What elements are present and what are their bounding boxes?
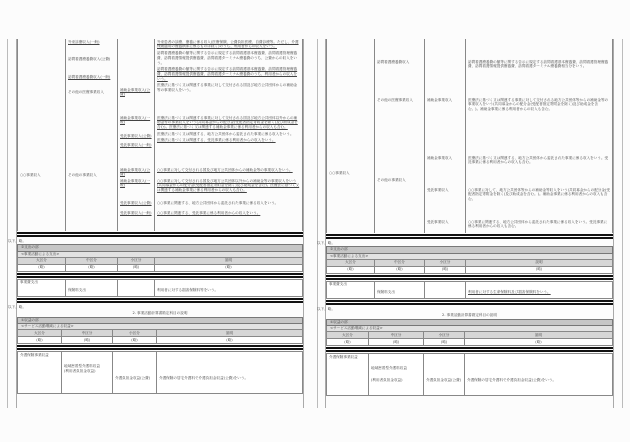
col-header-desc: 説明 [466,259,613,266]
omitted-note: 以下、略。 [8,239,26,243]
col-header-mid: 中区分 [375,259,425,266]
col-header-desc: 説明 [157,330,303,337]
table-row [18,161,303,231]
omitted-cell: (略) [113,337,157,344]
table-end-double-rule [17,232,303,237]
mid-category: その他の事業収入 [66,161,118,231]
description: 利用者に対する生命保険料及び損害保険料をいう。 [466,281,613,298]
col-header-big: 大区分 [18,257,66,264]
omitted-cell: (略) [424,339,465,346]
table-row [18,115,303,161]
big-category: ○○事業収入 [18,161,66,231]
mid-category: 保険料支出 [375,281,425,298]
description: ○○事業に関連する、地方公共団体から委託された事業に係る収入をいう。 [157,200,279,205]
col-header-small: 小区分 [424,332,465,339]
big-category: 介護保険事業収益 [327,354,369,396]
description: 医療法に基づく又は関連する、受託事業に係る利用者からの収入をいう。 [157,138,276,143]
double-rule [326,300,613,305]
small-category: 訪問看護療養費収入 [377,59,410,64]
mid-category-sub: (利用者負担金収益) [371,378,403,382]
omitted-cell: (略) [327,266,375,273]
double-rule [17,345,303,350]
description: 医療法に基づく又は関連する事業に対して交付される国及び地方公共団体以外からの補助金等の事業収入をいう(共同募金からの配分金(受配者指定寄附金を除く)及び助成金を含む)。医療法に基づく又は関連する補助金事業に係る利用者からの収入も含む。 [157,115,298,130]
section-heading: ①収益の部 [18,317,303,324]
description: 外来患者の診療、療養に係る収入(医療保険、公費負担医療、自費診療等。ただし、介護保険適用の療養病床に係るものは除く)のうち、利用者からの収入をいう。 [157,39,299,49]
description: 医療法に基づく又は関連する事業に対して交付される地方公共団体等からの補助金等の事業収入をいう(共同募金からの配分金(受配者指定寄附金を除く)及び助成金を含む。)。補助金事業に係る利用者からの収入も含む。 [468,97,609,112]
revenue-table [326,319,613,347]
small-category: 受託事業収入(一般) [120,142,152,147]
mid-category-sub: (利用者負担金収益) [64,368,96,373]
big-category: ○○事業収入 [327,139,375,233]
description: 訪問看護療養費の額等に関する告示に規定する訪問看護基本療養費、訪問看護管理療養費、訪問看護情報提供療養費、訪問看護ターミナル療養費のうち、利用者からの収入をいう。 [157,67,298,81]
subsection-heading: <サービス活動増減による収益> [18,324,303,330]
omitted-cell: (略) [62,337,113,344]
section-heading: ①収益の部 [327,319,613,326]
table-end-double-rule [326,234,613,239]
revenue-body [326,353,613,396]
col-header-big: 大区分 [18,330,62,337]
description: ○○事業に対して交付される国及び地方公共団体からの補助金等の事業収入をいう。 [157,167,293,172]
omitted-cell: (略) [369,339,424,346]
description: 医療法に基づく又は関連する、地方公共団体から委託された事業に係る収入をいう。 [157,131,294,136]
small-category: 補助金事業収入 [427,97,453,102]
description: ○○事業に対して交付される国及び地方公共団体以外からの補助金等の事業収入をいう(共同募金からの配分金(受配者指定寄附金を除く)及び助成金を含む)。医療法に基づく又は関連する補助金事業に係る利用者からの収入も含む。 [157,178,300,193]
small-category: 受託事業収入(一般) [120,210,152,215]
col-header-small: 小区分 [425,259,466,266]
small-category: 補助金事業収入(一般) [120,178,151,188]
col-header-desc: 説明 [155,257,303,264]
omitted-cell: (略) [118,264,155,271]
big-category: 介護保険事業収益 [18,352,62,394]
small-category: 外来診療収入(一般) [68,39,100,44]
description: ○○事業に関連する、受託事業に係る利用者からの収入をいう。 [157,210,261,215]
subsection-heading: <事業活動による支出> [18,251,303,257]
income-table-continued [8,39,303,394]
col-header-mid: 中区分 [66,257,118,264]
expense-body [326,281,613,299]
expense-table [17,244,303,272]
description: 訪問看護療養費の額等に関する告示に規定する訪問看護基本療養費、訪問看護管理療養費、訪問看護情報提供療養費、訪問看護ターミナル療養費のうち、公費からの収入をいう。 [157,50,298,65]
omitted-cell: (略) [465,339,613,346]
table-row [18,39,303,115]
revenue-table [17,317,303,345]
revenue-body [17,351,303,394]
description: 医療法に基づく又は関連する事業に対して交付される国及び地方公共団体からの補助金等の事業収入をいう。 [157,83,298,93]
mid-category: 地域密着型介護料収益 [64,364,100,368]
mid-category: その他の事業収入 [375,139,425,233]
expense-table [326,246,613,274]
big-category: 事業費支出 [327,281,375,298]
omitted-note: 以下、略。 [317,306,335,311]
col-header-small: 小区分 [118,257,155,264]
col-header-mid: 中区分 [369,332,424,339]
col-header-big: 大区分 [327,332,369,339]
description: ○○事業に対して、地方公共団体等からの補助金等収入をいう(共同募金からの配分金(受配者指定寄附金を除く)及び助成金を含む。)。補助金事業に係る利用者からの収入も含む。 [468,187,610,202]
omitted-cell: (略) [18,337,62,344]
omitted-cell: (略) [18,264,66,271]
description: 介護保険の居宅介護料で介護負担金収益(公費)をいう。 [465,354,613,396]
subsection-heading: <事業活動による支出> [327,253,613,259]
description: 介護保険の居宅介護料で介護負担金収益(公費)をいう。 [157,352,303,394]
small-category: 受託事業収入(公費) [120,133,152,138]
omitted-cell: (略) [155,264,303,271]
small-category: 受託事業収入(公費) [120,200,152,205]
page-margin-line [622,39,623,408]
small-category: 補助金事業収入(一般) [120,115,151,125]
section-title: 2. 事業活動計算書勘定科目の説明 [442,312,497,317]
col-header-desc: 説明 [465,332,613,339]
table-row [327,39,613,139]
section-title: 2. 事業活動計算書勘定科目の説明 [132,310,188,315]
double-rule [17,273,303,278]
right-page [315,0,624,442]
col-header-mid: 中区分 [62,330,113,337]
mid-category: 保険料支出 [66,279,118,296]
omitted-note: 以下、略。 [317,241,335,245]
mid-category: その他の医療事業収入 [377,97,413,102]
mid-category: その他の医療事業収入 [68,90,104,94]
small-category: 訪問看護療養費収入(一般) [68,74,111,79]
col-header-small: 小区分 [113,330,157,337]
page-margin-line [7,39,8,408]
left-page [0,0,309,442]
double-rule [17,298,303,303]
page-margin-line [317,39,318,408]
description: ○○事業に関連する、地方公共団体から委託された事業に係る収入をいう。受託事業に係る利用者からの収入も含む。 [468,219,608,229]
small-category: 受託事業収入 [427,187,449,192]
small-category: 受託事業収入 [427,219,449,224]
omitted-note: 以下、略。 [8,304,26,309]
small-category: 補助金事業収入(公費) [120,87,151,97]
expense-body [17,279,303,297]
section-heading: ②支出の部 [327,247,613,254]
big-category: 事業費支出 [18,279,66,296]
description: 利用者に対する損害保険料等をいう。 [155,279,303,296]
income-table-continued [317,39,613,396]
double-rule [326,275,613,280]
small-category: 補助金事業収入 [427,155,453,160]
omitted-cell: (略) [327,339,369,346]
table-row [327,139,613,233]
section-heading: ②支出の部 [18,245,303,252]
omitted-cell: (略) [66,264,118,271]
small-category: 介護負担金収益(公費) [113,352,157,394]
description: 医療法に基づく又は関連する、地方公共団体から委託された事業に係る収入をいう。受託事業に係る利用者からの収入も含む。 [468,155,609,165]
omitted-cell: (略) [375,266,425,273]
omitted-cell: (略) [425,266,466,273]
mid-category: 地域密着型介護料収益 [371,366,407,370]
description: 訪問看護療養費の額等に関する告示に規定する訪問看護基本療養費、訪問看護管理療養費、訪問看護情報提供療養費、訪問看護ターミナル療養費相当分をいう。 [468,59,609,69]
col-header-big: 大区分 [327,259,375,266]
omitted-cell: (略) [157,337,303,344]
double-rule [326,347,613,352]
small-category: 補助金事業収入(公費) [120,167,151,177]
small-category: 介護負担金収益(公費) [424,354,465,396]
omitted-cell: (略) [466,266,613,273]
subsection-heading: <サービス活動増減による収益> [327,326,613,332]
small-category: 訪問看護療養費収入(公費) [68,57,111,61]
